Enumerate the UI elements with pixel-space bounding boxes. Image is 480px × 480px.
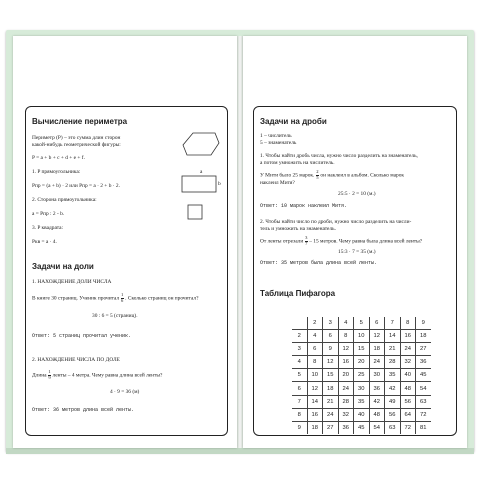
fraction: $\frac{1}{9}$ — [48, 369, 51, 380]
denominator-legend: 5 – знаменатель — [260, 140, 297, 146]
table-cell: 18 — [323, 382, 339, 395]
table-cell: 4 — [338, 317, 354, 330]
table-cell: 27 — [416, 343, 431, 356]
table-cell: 10 — [354, 330, 370, 343]
fraction: $\frac{2}{5}$ — [316, 169, 319, 180]
rule1-line: а потом умножить на числитель. — [260, 160, 335, 166]
square-figure — [186, 203, 206, 223]
perimeter-line: P = a + b + c + d + e + f. — [32, 155, 85, 161]
table-cell: 14 — [385, 330, 401, 343]
task2-problem: От ленты отрезали $\frac{3}{7}$ – 15 метров. Чему равна была длина всей ленты? — [260, 235, 423, 246]
table-cell: 8 — [338, 330, 354, 343]
table-row — [292, 395, 431, 408]
rule1-line: 1. Чтобы найти дробь числа, нужно число разделить на знаменатель, — [260, 153, 418, 159]
table-cell: 24 — [400, 343, 416, 356]
table-cell: 45 — [354, 421, 370, 434]
table-row — [292, 421, 431, 434]
part2-answer: Ответ: 36 метров длина всей ленты. — [32, 407, 135, 413]
task1-problem-cont: наклеил Митя? — [260, 180, 295, 186]
table-cell: 42 — [369, 395, 385, 408]
table-cell: 45 — [416, 369, 431, 382]
table-cell: 7 — [385, 317, 401, 330]
table-cell: 2 — [292, 330, 307, 343]
table-row — [292, 317, 431, 330]
perimeter-line: Периметр (P) – это сумма длин сторон — [32, 135, 121, 141]
left-content-box — [25, 106, 228, 436]
table-cell: 9 — [416, 317, 431, 330]
table-cell: 8 — [307, 356, 323, 369]
task1-problem: У Мити было 25 марок. $\frac{2}{5}$ он наклеил в альбом. Сколько марок — [260, 169, 405, 180]
table-cell: 35 — [354, 395, 370, 408]
task2-answer: Ответ: 35 метров была длина всей ленты. — [260, 260, 378, 266]
table-cell: 54 — [369, 421, 385, 434]
table-cell: 16 — [307, 408, 323, 421]
table-row — [292, 369, 431, 382]
table-cell: 12 — [307, 382, 323, 395]
table-cell: 64 — [400, 408, 416, 421]
pythagoras-title: Таблица Пифагора — [260, 289, 336, 298]
table-row — [292, 356, 431, 369]
table-cell: 9 — [323, 343, 339, 356]
table-cell: 21 — [323, 395, 339, 408]
rectangle-label-b: b — [218, 181, 221, 187]
table-cell: 10 — [307, 369, 323, 382]
tasks-title: Задачи на дроби — [260, 117, 327, 126]
perimeter-line: Pкв = a · 4. — [32, 239, 57, 245]
task2-calc: 15:3 · 7 = 35 (м.) — [338, 249, 376, 255]
fractions-title: Задачи на доли — [32, 262, 94, 271]
table-cell: 16 — [400, 330, 416, 343]
fraction: $\frac{3}{7}$ — [305, 235, 308, 246]
left-page — [13, 36, 237, 448]
perimeter-line: 3. P квадрата: — [32, 225, 64, 231]
table-cell: 30 — [369, 369, 385, 382]
numerator-legend: 1 – числитель — [260, 133, 292, 139]
table-cell: 63 — [385, 421, 401, 434]
rule2-line: тель и умножить на знаменатель. — [260, 226, 336, 232]
perimeter-line: 1. P прямоугольника: — [32, 169, 81, 175]
table-cell: 81 — [416, 421, 431, 434]
table-cell: 8 — [400, 317, 416, 330]
perimeter-line: a = Pпр : 2 - b. — [32, 211, 65, 217]
table-cell: 4 — [307, 330, 323, 343]
table-cell: 16 — [338, 356, 354, 369]
table-cell: 48 — [369, 408, 385, 421]
table-cell: 35 — [385, 369, 401, 382]
table-cell: 24 — [323, 408, 339, 421]
table-cell: 24 — [369, 356, 385, 369]
table-cell: 63 — [416, 395, 431, 408]
perimeter-line: какой-нибудь геометрической фигуры: — [32, 142, 121, 148]
table-cell: 5 — [292, 369, 307, 382]
table-cell: 40 — [400, 369, 416, 382]
table-cell: 54 — [416, 382, 431, 395]
table-cell: 14 — [307, 395, 323, 408]
table-cell: 72 — [400, 421, 416, 434]
right-page — [243, 36, 467, 448]
task1-answer: Ответ: 10 марок наклеил Митя. — [260, 203, 348, 209]
table-cell: 72 — [416, 408, 431, 421]
table-cell: 36 — [338, 421, 354, 434]
part2-problem: Длина $\frac{1}{9}$ ленты – 4 метра. Чему равна длина всей ленты? — [32, 369, 163, 380]
table-cell: 18 — [307, 421, 323, 434]
table-row — [292, 382, 431, 395]
table-cell: 28 — [338, 395, 354, 408]
table-row — [292, 330, 431, 343]
part2-calc: 4 · 9 = 36 (м) — [110, 389, 140, 395]
part1-problem: В книге 30 страниц. Ученик прочитал $\frac{1}{6}$ . Сколько страниц он прочитал? — [32, 292, 199, 303]
table-cell: 3 — [292, 343, 307, 356]
table-cell: 42 — [385, 382, 401, 395]
table-row — [292, 408, 431, 421]
table-cell: 36 — [416, 356, 431, 369]
rectangle-label-a: a — [200, 169, 203, 175]
table-cell: 6 — [369, 317, 385, 330]
table-cell: 30 — [354, 382, 370, 395]
table-cell: 48 — [400, 382, 416, 395]
table-cell: 49 — [385, 395, 401, 408]
table-cell: 32 — [400, 356, 416, 369]
book-cover-edge — [6, 448, 474, 454]
table-cell: 5 — [354, 317, 370, 330]
perimeter-line: 2. Сторона прямоугольника: — [32, 197, 97, 203]
table-cell: 7 — [292, 395, 307, 408]
fraction: $\frac{1}{6}$ — [121, 292, 124, 303]
table-cell: 40 — [354, 408, 370, 421]
perimeter-title: Вычисление периметра — [32, 117, 128, 126]
table-cell: 2 — [307, 317, 323, 330]
right-content-box — [253, 106, 457, 436]
table-cell: 12 — [338, 343, 354, 356]
table-cell: 12 — [323, 356, 339, 369]
rule2-line: 2. Чтобы найти число по дроби, нужно число разделить на числи- — [260, 219, 412, 225]
table-row — [292, 343, 431, 356]
task1-calc: 25:5 · 2 = 10 (м.) — [338, 191, 376, 197]
table-cell: 4 — [292, 356, 307, 369]
part2-heading: 2. НАХОЖДЕНИЕ ЧИСЛА ПО ДОЛЕ — [32, 357, 120, 363]
table-cell: 24 — [338, 382, 354, 395]
table-cell — [292, 317, 307, 330]
table-cell: 27 — [323, 421, 339, 434]
table-cell: 3 — [323, 317, 339, 330]
pythagoras-table — [292, 317, 431, 434]
table-cell: 32 — [338, 408, 354, 421]
table-cell: 20 — [354, 356, 370, 369]
part1-heading: 1. НАХОЖДЕНИЕ ДОЛИ ЧИСЛА — [32, 279, 112, 285]
table-cell: 18 — [416, 330, 431, 343]
table-cell: 18 — [369, 343, 385, 356]
table-cell: 28 — [385, 356, 401, 369]
table-cell: 21 — [385, 343, 401, 356]
part1-calc: 30 : 6 = 5 (страниц). — [92, 313, 138, 319]
table-cell: 6 — [323, 330, 339, 343]
table-cell: 56 — [400, 395, 416, 408]
table-cell: 8 — [292, 408, 307, 421]
table-cell: 6 — [307, 343, 323, 356]
table-cell: 56 — [385, 408, 401, 421]
table-cell: 15 — [354, 343, 370, 356]
table-cell: 15 — [323, 369, 339, 382]
table-cell: 12 — [369, 330, 385, 343]
table-cell: 9 — [292, 421, 307, 434]
polygon-figure — [181, 131, 221, 157]
table-cell: 25 — [354, 369, 370, 382]
table-cell: 36 — [369, 382, 385, 395]
part1-answer: Ответ: 5 страниц прочитал ученик. — [32, 333, 132, 339]
table-cell: 20 — [338, 369, 354, 382]
table-cell: 6 — [292, 382, 307, 395]
perimeter-line: Pпр = (a + b) · 2 или Pпр = a · 2 + b · 2. — [32, 183, 120, 189]
